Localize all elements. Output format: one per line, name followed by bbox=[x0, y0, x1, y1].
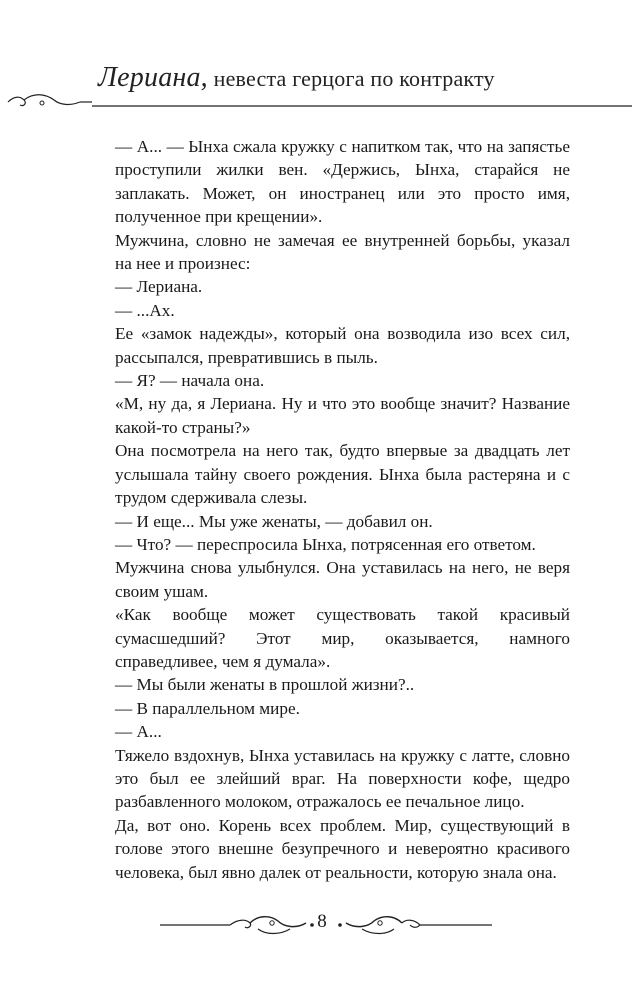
page-text bbox=[115, 135, 570, 884]
paragraph: — А... — Ынха сжала кружку с напитком так, что на запястье проступили жилки вен. «Держись, Ынха, старайся не заплакать. Может, он иностранец или это просто имя, полученное при крещении». bbox=[115, 137, 570, 227]
paragraph: — Лериана. bbox=[115, 277, 203, 297]
paragraph: — Что? — переспросила Ынха, потрясенная его ответом. bbox=[115, 534, 536, 554]
page-footer bbox=[0, 905, 644, 945]
paragraph: Тяжело вздохнув, Ынха уставилась на кружку с латте, словно это был ее злейший враг. На поверхности кофе, щедро разбавленного молоком, отражалось ее печальное лицо. bbox=[115, 745, 570, 812]
paragraph: — И еще... Мы уже женаты, — добавил он. bbox=[115, 511, 433, 531]
paragraph: Она посмотрела на него так, будто впервые за двадцать лет услышала тайну своего рождения. Ынха была растеряна и с трудом сдерживала слезы. bbox=[115, 441, 570, 508]
paragraph: Ее «замок надежды», который она возводила изо всех сил, рассыпался, превратившись в пыль. bbox=[115, 324, 570, 367]
book-title-main: Лериана, bbox=[98, 62, 208, 93]
paragraph: — А... bbox=[115, 722, 162, 742]
paragraph: — Мы были женаты в прошлой жизни?.. bbox=[115, 675, 415, 695]
paragraph: — Я? — начала она. bbox=[115, 371, 265, 391]
paragraph: «М, ну да, я Лериана. Ну и что это вообще значит? Название какой-то страны?» bbox=[115, 394, 570, 437]
book-title-rest: невеста герцога по контракту bbox=[207, 66, 495, 91]
paragraph: — В параллельном мире. bbox=[115, 698, 300, 718]
page-number: 8 bbox=[317, 911, 327, 932]
running-header bbox=[0, 52, 644, 112]
paragraph: «Как вообще может существовать такой красивый сумасшедший? Этот мир, оказывается, намного справедливее, чем я думала». bbox=[115, 605, 570, 671]
paragraph: Мужчина, словно не замечая ее внутренней борьбы, указал на нее и произнес: bbox=[115, 230, 570, 274]
paragraph: — ...Ах. bbox=[115, 300, 175, 320]
paragraph: Да, вот оно. Корень всех проблем. Мир, существующий в голове этого внешне безупречного и невероятно красивого человека, был явно далек от реальности, которую знала она. bbox=[115, 815, 570, 882]
book-title bbox=[98, 62, 495, 94]
paragraph: Мужчина снова улыбнулся. Она уставилась на него, не веря своим ушам. bbox=[115, 558, 570, 601]
